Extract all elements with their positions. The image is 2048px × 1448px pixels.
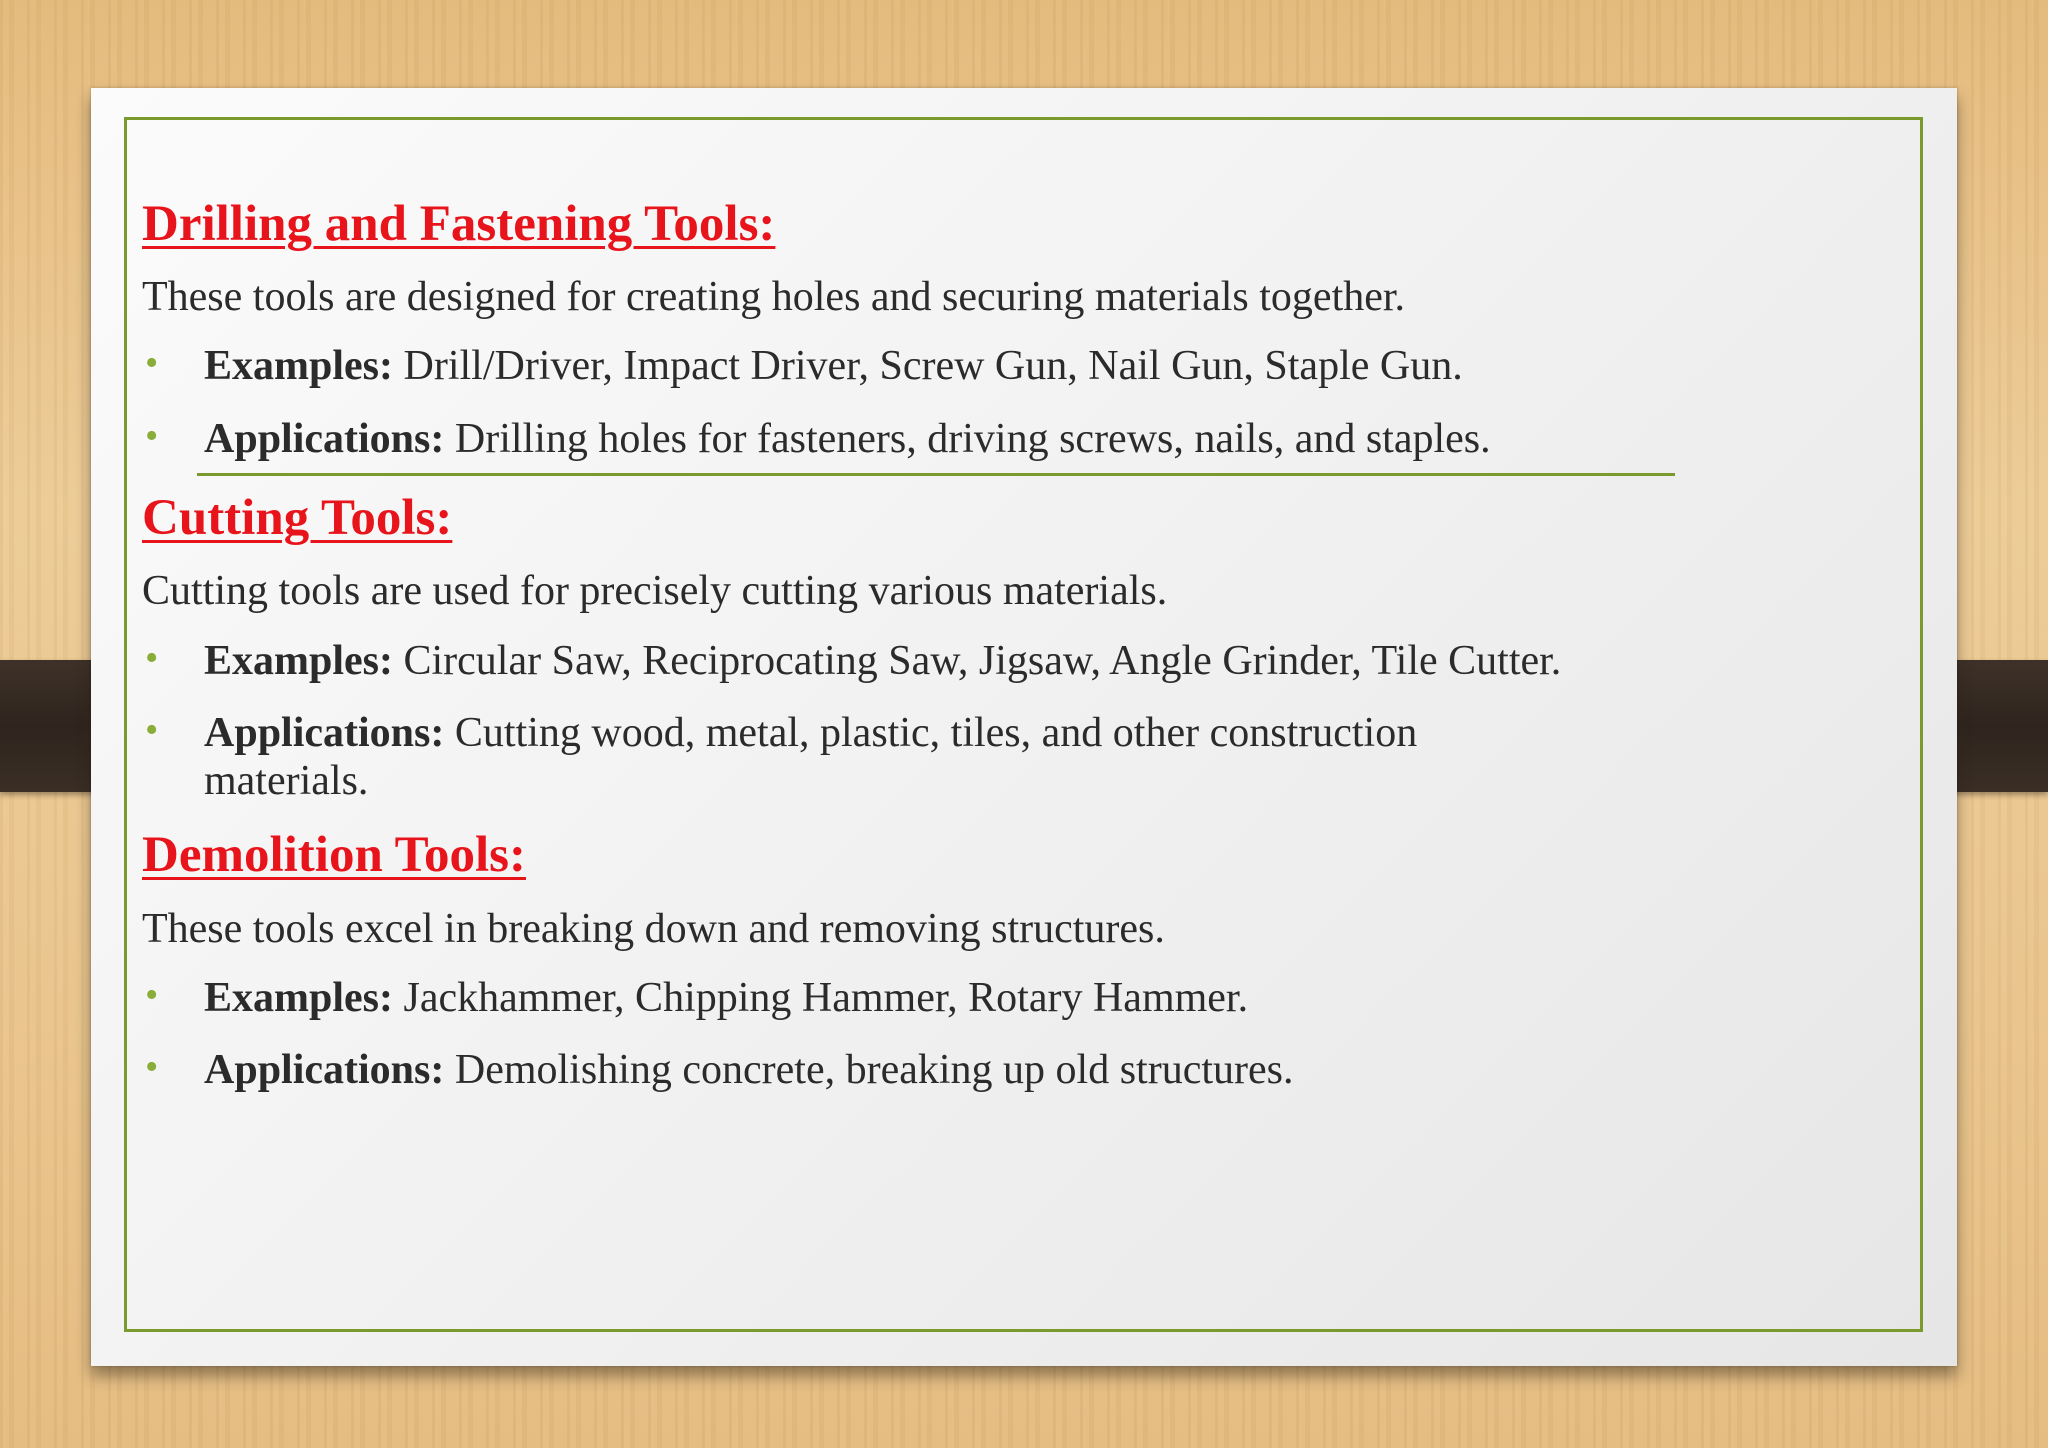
list-item-applications bbox=[142, 709, 1584, 806]
examples-label: Examples: bbox=[204, 974, 393, 1021]
applications-label: Applications: bbox=[204, 415, 445, 462]
list-item-applications bbox=[142, 1046, 1782, 1094]
section-description: Cutting tools are used for precisely cutting various materials. bbox=[142, 568, 1168, 615]
section-demolition bbox=[142, 827, 1782, 1094]
examples-text: Jackhammer, Chipping Hammer, Rotary Hammer. bbox=[393, 974, 1249, 1021]
section-heading: Drilling and Fastening Tools: bbox=[142, 196, 776, 252]
bullet-icon: • bbox=[145, 414, 159, 457]
section-drilling-fastening bbox=[142, 196, 1782, 476]
bullet-list bbox=[142, 974, 1782, 1095]
applications-text: Cutting wood, metal, plastic, tiles, and other construction materials. bbox=[204, 709, 1418, 805]
examples-text: Drill/Driver, Impact Driver, Screw Gun, Nail Gun, Staple Gun. bbox=[393, 343, 1463, 390]
section-cutting bbox=[142, 490, 1782, 805]
bullet-icon: • bbox=[145, 973, 159, 1016]
bullet-icon: • bbox=[145, 342, 159, 385]
bullet-icon: • bbox=[145, 636, 159, 679]
section-description: These tools excel in breaking down and removing structures. bbox=[142, 905, 1165, 952]
bullet-list bbox=[142, 342, 1782, 463]
applications-label: Applications: bbox=[204, 709, 445, 756]
section-description: These tools are designed for creating holes and securing materials together. bbox=[142, 274, 1406, 321]
slide-content bbox=[142, 196, 1782, 1119]
bullet-icon: • bbox=[145, 1046, 159, 1089]
examples-text: Circular Saw, Reciprocating Saw, Jigsaw, Angle Grinder, Tile Cutter. bbox=[393, 637, 1562, 684]
list-item-applications bbox=[142, 415, 1782, 463]
section-divider-line bbox=[197, 473, 1675, 476]
applications-text: Demolishing concrete, breaking up old structures. bbox=[444, 1047, 1294, 1094]
list-item-examples bbox=[142, 342, 1782, 390]
list-item-examples bbox=[142, 637, 1782, 685]
bullet-icon: • bbox=[145, 708, 159, 751]
examples-label: Examples: bbox=[204, 637, 393, 684]
section-heading: Cutting Tools: bbox=[142, 490, 453, 547]
list-item-examples bbox=[142, 974, 1782, 1022]
section-heading: Demolition Tools: bbox=[142, 827, 526, 884]
bullet-list bbox=[142, 637, 1782, 806]
applications-label: Applications: bbox=[204, 1047, 445, 1094]
applications-text: Drilling holes for fasteners, driving screws, nails, and staples. bbox=[444, 415, 1491, 462]
examples-label: Examples: bbox=[204, 343, 393, 390]
